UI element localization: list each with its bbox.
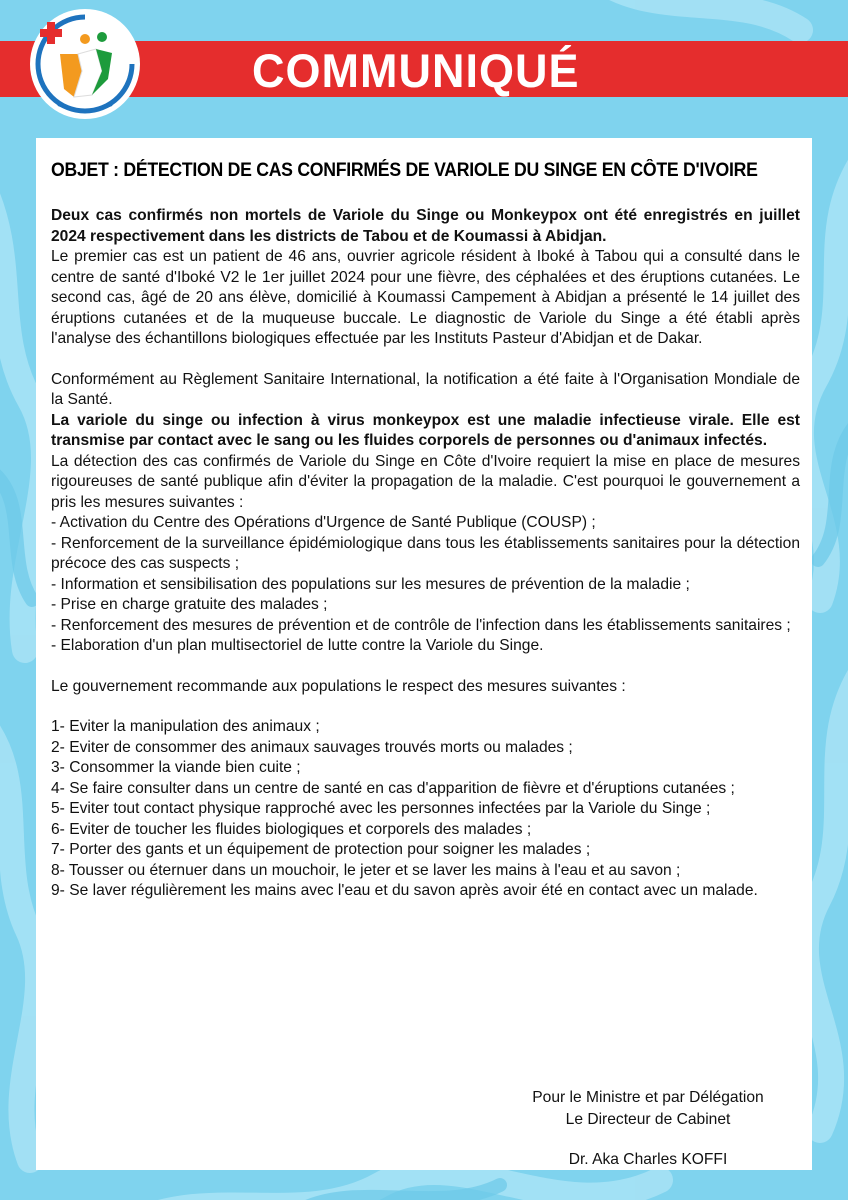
notification-paragraph: Conformément au Règlement Sanitaire International, la notification a été faite à l'Organisation Mondiale de la Santé. xyxy=(51,370,800,408)
list-item: - Activation du Centre des Opérations d'Urgence de Santé Publique (COUSP) ; xyxy=(51,514,596,531)
list-item: - Elaboration d'un plan multisectoriel de lutte contre la Variole du Singe. xyxy=(51,637,544,654)
spacer xyxy=(51,657,800,677)
ministry-logo xyxy=(30,9,140,119)
recommend-intro-paragraph: Le gouvernement recommande aux populations le respect des mesures suivantes : xyxy=(51,677,626,695)
spacer xyxy=(51,697,800,717)
definition-paragraph: La variole du singe ou infection à virus monkeypox est une maladie infectieuse virale. Elle est transmise par contact avec le sang ou les fluides corporels de personnes ou d'animaux infectés. xyxy=(51,411,800,449)
spacer xyxy=(51,350,800,370)
list-item: 9- Se laver régulièrement les mains avec l'eau et du savon après avoir été en contact avec un malade. xyxy=(51,882,758,899)
list-item: 2- Eviter de consommer des animaux sauvages trouvés morts ou malades ; xyxy=(51,738,573,756)
list-item: 3- Consommer la viande bien cuite ; xyxy=(51,759,301,776)
government-measures-list xyxy=(51,513,800,657)
list-item: 4- Se faire consulter dans un centre de santé en cas d'apparition de fièvre et d'éruptions cutanées ; xyxy=(51,779,735,797)
logo-cross-vertical xyxy=(47,22,55,44)
recommendations-list xyxy=(51,717,800,902)
list-item: - Renforcement des mesures de prévention et de contrôle de l'infection dans les établissements sanitaires ; xyxy=(51,616,791,634)
list-item: 8- Tousser ou éternuer dans un mouchoir, le jeter et se laver les mains à l'eau et au savon ; xyxy=(51,861,681,879)
cases-paragraph: Le premier cas est un patient de 46 ans, ouvrier agricole résident à Iboké à Tabou qui a consulté dans le centre de santé d'Iboké V2 le 1er juillet 2024 pour une fièvre, des céphalées et des éruptions cutanées. Le second cas, âgé de 20 ans élève, domicilié à Koumassi Campement à Abidjan a présenté le 14 juillet des éruptions cutanées et de la muqueuse buccale. Le diagnostic de Variole du Singe a été établi après l'analyse des échantillons biologiques effectuée par les Instituts Pasteur d'Abidjan et de Dakar. xyxy=(51,248,800,347)
measures-intro-paragraph: La détection des cas confirmés de Variole du Singe en Côte d'Ivoire requiert la mise en place de mesures rigoureuses de santé publique afin d'éviter la propagation de la maladie. C'est pourquoi le gouvernement a pris les mesures suivantes : xyxy=(51,452,800,511)
list-item: 1- Eviter la manipulation des animaux ; xyxy=(51,718,320,735)
list-item: - Prise en charge gratuite des malades ; xyxy=(51,596,328,613)
signature-line-1: Pour le Ministre et par Délégation xyxy=(532,1089,764,1106)
page-title: COMMUNIQUÉ xyxy=(252,44,580,98)
subject-line: OBJET : DÉTECTION DE CAS CONFIRMÉS DE VARIOLE DU SINGE EN CÔTE D'IVOIRE xyxy=(51,160,758,181)
communique-body xyxy=(51,158,800,902)
ministry-logo-graphic xyxy=(30,9,140,119)
signature-line-2: Le Directeur de Cabinet xyxy=(565,1111,731,1128)
signature-block xyxy=(512,1087,784,1171)
intro-paragraph: Deux cas confirmés non mortels de Variole du Singe ou Monkeypox ont été enregistrés en juillet 2024 respectivement dans les districts de Tabou et de Koumassi à Abidjan. xyxy=(51,207,800,245)
signatory-name: Dr. Aka Charles KOFFI xyxy=(568,1151,728,1168)
list-item: - Information et sensibilisation des populations sur les mesures de prévention de la maladie ; xyxy=(51,575,690,593)
list-item: - Renforcement de la surveillance épidémiologique dans tous les établissements sanitaires pour la détection précoce des cas suspects ; xyxy=(51,534,800,572)
list-item: 7- Porter des gants et un équipement de protection pour soigner les malades ; xyxy=(51,841,591,858)
list-item: 6- Eviter de toucher les fluides biologiques et corporels des malades ; xyxy=(51,820,532,838)
list-item: 5- Eviter tout contact physique rapproché avec les personnes infectées par la Variole du Singe ; xyxy=(51,800,711,817)
